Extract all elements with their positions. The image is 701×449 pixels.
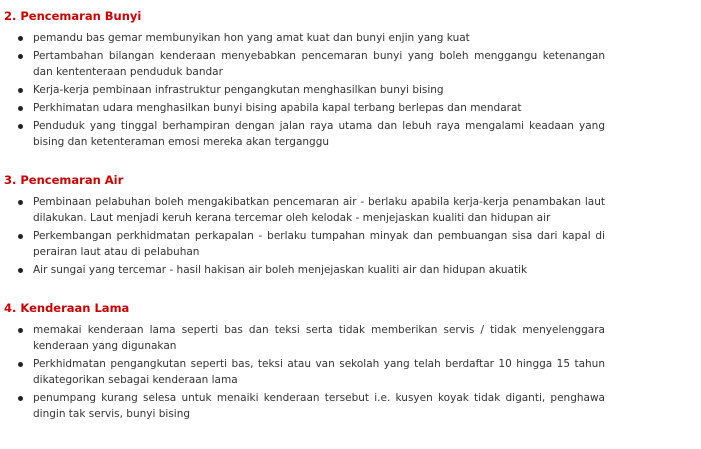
list-item: memakai kenderaan lama seperti bas dan teksi serta tidak memberikan servis / tidak menyelenggara kenderaan yang digunakan [4,322,605,354]
section-heading: 2. Pencemaran Bunyi [4,9,142,23]
bullet-icon [18,54,23,59]
bullet-icon [18,36,23,41]
list-item: pemandu bas gemar membunyikan hon yang amat kuat dan bunyi enjin yang kuat [4,30,605,46]
section-heading: 4. Kenderaan Lama [4,301,130,315]
list-item: Perkembangan perkhidmatan perkapalan - berlaku tumpahan minyak dan pembuangan sisa dari kapal di perairan laut atau di pelabuhan [4,228,605,260]
list-item: Perkhimatan udara menghasilkan bunyi bising apabila kapal terbang berlepas dan mendarat [4,100,605,116]
list-item: Penduduk yang tinggal berhampiran dengan jalan raya utama dan lebuh raya mengalami keadaan yang bising dan ketenteraman emosi mereka akan terganggu [4,118,605,150]
bullet-icon [18,88,23,93]
section-pencemaran-air [4,152,694,278]
bullet-icon [18,362,23,367]
bullet-list [4,194,694,278]
bullet-icon [18,200,23,205]
list-item: Perkhidmatan pengangkutan seperti bas, teksi atau van sekolah yang telah berdaftar 10 hingga 15 tahun dikategorikan sebagai kenderaan lama [4,356,605,388]
bullet-icon [18,268,23,273]
bullet-icon [18,328,23,333]
list-item: Kerja-kerja pembinaan infrastruktur pengangkutan menghasilkan bunyi bising [4,82,605,98]
bullet-icon [18,234,23,239]
list-item: Air sungai yang tercemar - hasil hakisan air boleh menjejaskan kualiti air dan hidupan akuatik [4,262,605,278]
list-item: Pembinaan pelabuhan boleh mengakibatkan pencemaran air - berlaku apabila kerja-kerja penambakan laut dilakukan. Laut menjadi keruh kerana tercemar oleh kelodak - menjejaskan kualiti dan hidupan air [4,194,605,226]
section-pencemaran-bunyi [4,0,694,150]
bullet-icon [18,106,23,111]
section-kenderaan-lama [4,280,694,422]
bullet-list [4,322,694,422]
article-content [4,0,694,424]
section-heading: 3. Pencemaran Air [4,173,124,187]
list-item: Pertambahan bilangan kenderaan menyebabkan pencemaran bunyi yang boleh menggangu ketenangan dan kententeraan penduduk bandar [4,48,605,80]
list-item: penumpang kurang selesa untuk menaiki kenderaan tersebut i.e. kusyen koyak tidak diganti, penghawa dingin tak servis, bunyi bising [4,390,605,422]
bullet-list [4,30,694,150]
bullet-icon [18,124,23,129]
bullet-icon [18,396,23,401]
